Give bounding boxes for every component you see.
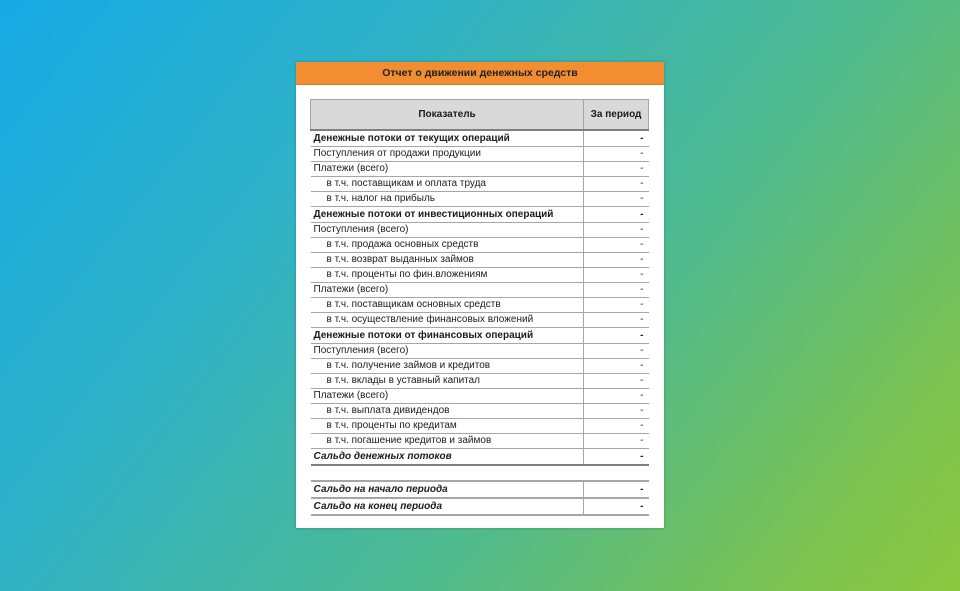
row-label: в т.ч. налог на прибыль xyxy=(311,192,584,207)
balance-value: - xyxy=(584,498,649,515)
row-label: Денежные потоки от текущих операций xyxy=(311,130,584,147)
table-row xyxy=(311,238,649,253)
table-row xyxy=(311,419,649,434)
balance-label: Сальдо на начало периода xyxy=(311,481,584,498)
table-row xyxy=(311,130,649,147)
table-row xyxy=(311,162,649,177)
table-row xyxy=(311,298,649,313)
header-indicator: Показатель xyxy=(311,100,584,131)
row-value: - xyxy=(584,162,649,177)
row-label: Поступления (всего) xyxy=(311,223,584,238)
balance-row xyxy=(311,481,649,498)
row-label: Поступления (всего) xyxy=(311,344,584,359)
balance-row xyxy=(311,498,649,515)
table-row xyxy=(311,253,649,268)
balance-value: - xyxy=(584,481,649,498)
report-sheet xyxy=(296,62,664,528)
table-row xyxy=(311,389,649,404)
spacer-row xyxy=(311,465,649,481)
row-value: - xyxy=(584,328,649,344)
row-value: - xyxy=(584,434,649,449)
row-label: Платежи (всего) xyxy=(311,389,584,404)
table-body xyxy=(311,130,649,515)
row-value: - xyxy=(584,268,649,283)
row-label: в т.ч. продажа основных средств xyxy=(311,238,584,253)
row-value: - xyxy=(584,389,649,404)
row-value: - xyxy=(584,253,649,268)
row-value: - xyxy=(584,419,649,434)
table-row xyxy=(311,283,649,298)
row-label: в т.ч. поставщикам и оплата труда xyxy=(311,177,584,192)
row-label: в т.ч. проценты по фин.вложениям xyxy=(311,268,584,283)
table-row xyxy=(311,192,649,207)
cash-flow-table xyxy=(310,99,649,516)
row-label: в т.ч. погашение кредитов и займов xyxy=(311,434,584,449)
row-label: Сальдо денежных потоков xyxy=(311,449,584,466)
row-label: Поступления от продажи продукции xyxy=(311,147,584,162)
row-value: - xyxy=(584,283,649,298)
table-row xyxy=(311,328,649,344)
balance-label: Сальдо на конец периода xyxy=(311,498,584,515)
table-row xyxy=(311,313,649,328)
row-value: - xyxy=(584,192,649,207)
header-period: За период xyxy=(584,100,649,131)
row-value: - xyxy=(584,130,649,147)
table-row xyxy=(311,177,649,192)
row-value: - xyxy=(584,223,649,238)
table-row xyxy=(311,359,649,374)
row-label: в т.ч. поставщикам основных средств xyxy=(311,298,584,313)
row-value: - xyxy=(584,298,649,313)
table-row xyxy=(311,449,649,466)
row-label: в т.ч. получение займов и кредитов xyxy=(311,359,584,374)
row-value: - xyxy=(584,177,649,192)
table-row xyxy=(311,147,649,162)
row-label: в т.ч. проценты по кредитам xyxy=(311,419,584,434)
table-row xyxy=(311,434,649,449)
row-value: - xyxy=(584,313,649,328)
row-value: - xyxy=(584,238,649,253)
row-value: - xyxy=(584,374,649,389)
row-label: в т.ч. вклады в уставный капитал xyxy=(311,374,584,389)
row-label: Платежи (всего) xyxy=(311,283,584,298)
row-label: Денежные потоки от финансовых операций xyxy=(311,328,584,344)
row-value: - xyxy=(584,359,649,374)
table-header-row xyxy=(311,100,649,131)
report-title: Отчет о движении денежных средств xyxy=(296,62,664,85)
row-label: в т.ч. осуществление финансовых вложений xyxy=(311,313,584,328)
spacer-cell xyxy=(311,465,649,481)
table-row xyxy=(311,268,649,283)
table-row xyxy=(311,404,649,419)
row-label: в т.ч. возврат выданных займов xyxy=(311,253,584,268)
table-row xyxy=(311,344,649,359)
table-row xyxy=(311,207,649,223)
row-label: Денежные потоки от инвестиционных операций xyxy=(311,207,584,223)
row-label: в т.ч. выплата дивидендов xyxy=(311,404,584,419)
row-value: - xyxy=(584,344,649,359)
row-label: Платежи (всего) xyxy=(311,162,584,177)
table-row xyxy=(311,374,649,389)
row-value: - xyxy=(584,207,649,223)
row-value: - xyxy=(584,147,649,162)
row-value: - xyxy=(584,404,649,419)
table-row xyxy=(311,223,649,238)
row-value: - xyxy=(584,449,649,466)
